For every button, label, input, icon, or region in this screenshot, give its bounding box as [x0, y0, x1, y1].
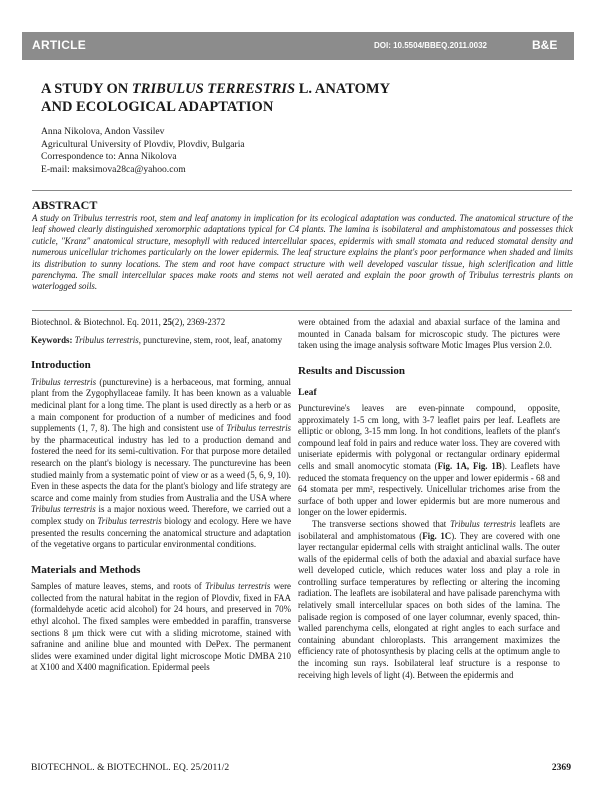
article-header-banner — [22, 32, 574, 60]
citation-prefix: Biotechnol. & Biotechnol. Eq. 2011, — [31, 317, 164, 327]
author-names: Anna Nikolova, Andon Vassilev — [41, 126, 165, 137]
title-prefix: A STUDY ON — [41, 81, 132, 97]
abstract-heading: ABSTRACT — [32, 198, 98, 212]
author-block — [41, 126, 245, 176]
citation-volume: 25 — [163, 317, 172, 327]
author-affiliation: Agricultural University of Plovdiv, Plovdiv, Bulgaria — [41, 138, 245, 150]
title-line-2: AND ECOLOGICAL ADAPTATION — [41, 99, 274, 115]
keywords-label: Keywords — [31, 334, 70, 345]
page-number: 2369 — [551, 762, 571, 773]
methods-paragraph: Samples of mature leaves, stems, and roots of Tribulus terrestris were collected from the natural habitat in the region of Plovdiv, fixed in FAA (formaldehyde acetic acid alcohol) for 24 hours, and preserved in 70% ethyl alcohol. The fixed samples were embedded in paraffin, transverse sections 8 μm thick were cut with a sliding microtome, stained with safranine and aniline blue and mounted with DePex. The permanent slides were examined under digital light microscope Motic DMBA 210 at X100 and X400 magnification. Epidermal peels — [31, 581, 291, 673]
results-paragraph-2: The transverse sections showed that Tribulus terrestris leaflets are isobilateral and amphistomatous (Fig. 1C). They are covered with one layer rectangular epidermal cells with straight anticlinal walls. The outer walls of the epidermal cells of both the adaxial and abaxial surface have well developed cuticle, which reduces water loss and play a role in controlling surface temperatures by reflecting or altering the incoming radiation. The leaflets are isobilateral and have palisade parenchyma with relatively small intercellular spaces on both sides of the lamina. The palisade region is composed of one layer columnar, evenly spaced, thin-walled parenchyma cells, elongated at right angles to each surface and containing abundant chloroplasts. This arrangement maximizes the efficiency rate of photosynthesis by placing cells at the optimum angle to the incoming sun rays. Isobilateral leaf structure is a response to receiving high levels of light (4). Between the epidermis and — [298, 518, 561, 680]
keywords-line: Keywords: Tribulus terrestris, puncturevine, stem, root, leaf, anatomy — [31, 334, 283, 345]
article-title — [41, 80, 561, 116]
journal-abbreviation: B&E — [532, 38, 558, 52]
left-column — [31, 317, 291, 674]
abstract-text: A study on Tribulus terrestris root, stem and leaf anatomy in implication for its ecological adaptation was conducted. The anatomical structure of the leaf showed clearly distinguished xeromorphic adaptations typical for C4 plants. The lamina is isobilateral and amphistomatous and possesses thick cuticle, "Kranz" anatomical structure, mesophyll with reduced intercellular spaces, epidermis with small stomata and reduced stomatal density and numerous unicellular trichomes particularly on the lower epidermis. The leaf structure explains the plant's poor performance when shaded and limits its distribution to sunny locations. The stem and root have compact structure with well developed vascular tissue, high sclerification and little parenchyma. The small intercellular spaces make roots and stems not well aerated and explain the poor growth of Tribulus terrestris plants on waterlogged soils. — [32, 213, 573, 292]
footer-journal: BIOTECHNOL. & BIOTECHNOL. EQ. 25/2011/2 — [31, 762, 230, 773]
methods-paragraph-continued: were obtained from the adaxial and abaxial surface of the lamina and mounted in Canada balsam for microscopic study. The pictures were taken using the image analysis software Motic Images Plus version 2.0. — [298, 317, 560, 351]
results-paragraph-1: Puncturevine's leaves are even-pinnate compound, opposite, approximately 1-5 cm long, with 3-7 leaflet pairs per leaf. Leaflets are elliptic or oblong, 3-15 mm long. In hot conditions, leaflets of the plant's compound leaf fold in pairs and reduce water loss. They are covered with uniseriate epidermis with polygonal or rectangular ordinary epidermal cells and small anomocytic stomata (Fig. 1A, Fig. 1B). Leaflets have reduced the stomata frequency on the upper and lower epidermis - 68 and 64 stomata per mm², respectively. Unicellular trichomes arise from the surface of both upper and lower epidermis but are more numerous and longer on the lower epidermis. — [298, 402, 560, 518]
section-label: ARTICLE — [32, 38, 87, 52]
leaf-subheading: Leaf — [298, 387, 317, 399]
keywords-list: , puncturevine, stem, root, leaf, anatomy — [138, 334, 283, 345]
figure-reference-1c[interactable]: Fig. 1C — [422, 530, 452, 541]
doi-label[interactable]: DOI: 10.5504/BBEQ.2011.0032 — [374, 41, 487, 50]
title-species: TRIBULUS TERRESTRIS — [131, 81, 296, 97]
title-suffix: L. ANATOMY — [295, 81, 391, 97]
methods-heading: Materials and Methods — [31, 563, 141, 576]
correspondence-line: Correspondence to: Anna Nikolova — [41, 151, 177, 163]
email-line[interactable]: E-mail: maksimova28ca@yahoo.com — [41, 163, 186, 175]
results-heading: Results and Discussion — [298, 364, 405, 377]
citation-line — [31, 317, 291, 329]
divider-bottom — [32, 310, 572, 311]
citation-pages: (2), 2369-2372 — [171, 317, 226, 327]
introduction-paragraph: Tribulus terrestris (puncturevine) is a herbaceous, mat forming, annual plant from the Zygophyllaceae family. It has been known as a valuable medicinal plant for a long time. The plant is used directly as a herb or as a main component for production of a number of medicines and food supplements (1, 7, 8). The high and consistent use of Tribulus terrestris by the pharmaceutical industry has led to a production demand and fostered the need for its semi-cultivation. For that purpose more detailed research on the plant's biology is necessary. The puncturevine has been studied mainly from a systematic point of view or as a weed (5, 6, 9, 10). Even in these aspects the data for the plant's biology and life strategy are scarce and come mainly from studies from Australia and the USA where Tribulus terrestris is a major noxious weed. Therefore, we carried out a complex study on Tribulus terrestris biology and ecology. Here we have presented the results concerning the anatomical structure and adaptation of the vegetative organs to particular environmental conditions. — [31, 376, 292, 550]
right-column — [298, 317, 560, 681]
divider-top — [32, 190, 572, 191]
keywords-species: Tribulus terrestris — [74, 334, 139, 345]
figure-reference-1a-1b[interactable]: Fig. 1A, Fig. 1B — [437, 460, 502, 471]
introduction-heading: Introduction — [31, 359, 91, 372]
